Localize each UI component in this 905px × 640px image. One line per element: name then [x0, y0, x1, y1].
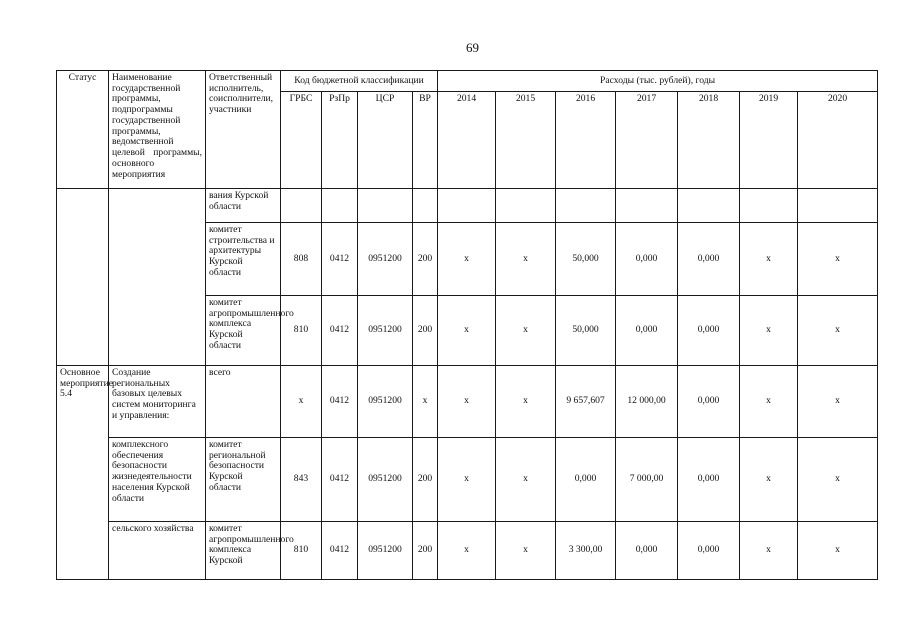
header-expenses: Расходы (тыс. рублей), годы: [438, 71, 878, 92]
value-cell: 9 657,607: [556, 366, 616, 438]
value-cell: 0,000: [616, 522, 678, 580]
value-cell: x: [496, 522, 556, 580]
value-cell: x: [438, 223, 496, 296]
value-cell: x: [798, 522, 878, 580]
value-cell: x: [438, 366, 496, 438]
value-cell: x: [798, 366, 878, 438]
value-cell: x: [740, 522, 798, 580]
value-cell: x: [740, 438, 798, 522]
header-grbs: ГРБС: [281, 92, 322, 189]
value-cell: 50,000: [556, 296, 616, 366]
rzpr-cell: 0412: [322, 223, 358, 296]
name-cell: комплексного обеспечения безопасности жизнедеятельности населения Курской области: [109, 438, 206, 522]
value-cell: x: [438, 522, 496, 580]
value-cell: [678, 189, 740, 223]
rzpr-cell: 0412: [322, 522, 358, 580]
value-cell: x: [740, 223, 798, 296]
grbs-cell: 808: [281, 223, 322, 296]
vr-cell: [413, 189, 438, 223]
value-cell: x: [798, 296, 878, 366]
header-rzpr: РзПр: [322, 92, 358, 189]
csr-cell: 0951200: [358, 522, 413, 580]
header-row-1: [57, 71, 878, 92]
value-cell: 0,000: [678, 438, 740, 522]
csr-cell: 0951200: [358, 366, 413, 438]
header-year-2017: 2017: [616, 92, 678, 189]
vr-cell: 200: [413, 296, 438, 366]
value-cell: 12 000,00: [616, 366, 678, 438]
value-cell: 0,000: [616, 296, 678, 366]
csr-cell: 0951200: [358, 223, 413, 296]
header-responsible: Ответственный исполнитель, соисполнители, участники: [206, 71, 281, 189]
header-year-2020: 2020: [798, 92, 878, 189]
vr-cell: 200: [413, 223, 438, 296]
value-cell: x: [798, 223, 878, 296]
grbs-cell: x: [281, 366, 322, 438]
value-cell: 7 000,00: [616, 438, 678, 522]
table-row: [57, 189, 878, 223]
value-cell: 0,000: [678, 223, 740, 296]
rzpr-cell: [322, 189, 358, 223]
value-cell: [496, 189, 556, 223]
rzpr-cell: 0412: [322, 438, 358, 522]
grbs-cell: [281, 189, 322, 223]
responsible-cell: комитет региональной безопасности Курской области: [206, 438, 281, 522]
table-row: [57, 522, 878, 580]
header-year-2016: 2016: [556, 92, 616, 189]
header-year-2014: 2014: [438, 92, 496, 189]
vr-cell: x: [413, 366, 438, 438]
header-budget-code: Код бюджетной классификации: [281, 71, 438, 92]
value-cell: [556, 189, 616, 223]
csr-cell: 0951200: [358, 296, 413, 366]
responsible-cell: вания Курской области: [206, 189, 281, 223]
value-cell: x: [496, 438, 556, 522]
csr-cell: [358, 189, 413, 223]
value-cell: x: [798, 438, 878, 522]
value-cell: 0,000: [678, 296, 740, 366]
name-cell: сельского хозяйства: [109, 522, 206, 580]
value-cell: 0,000: [678, 366, 740, 438]
budget-table: [56, 70, 878, 580]
value-cell: x: [496, 296, 556, 366]
responsible-cell: комитет агропромышленного комплекса Курской области: [206, 296, 281, 366]
responsible-cell: всего: [206, 366, 281, 438]
value-cell: [740, 189, 798, 223]
value-cell: x: [496, 223, 556, 296]
csr-cell: 0951200: [358, 438, 413, 522]
value-cell: [798, 189, 878, 223]
value-cell: 0,000: [616, 223, 678, 296]
header-csr: ЦСР: [358, 92, 413, 189]
status-cell: Основное мероприятие 5.4: [57, 366, 109, 580]
value-cell: x: [496, 366, 556, 438]
name-cell: Создание региональных базовых целевых систем мониторинга и управления:: [109, 366, 206, 438]
value-cell: 0,000: [556, 438, 616, 522]
name-cell: [109, 189, 206, 366]
vr-cell: 200: [413, 438, 438, 522]
header-year-2015: 2015: [496, 92, 556, 189]
value-cell: x: [740, 296, 798, 366]
grbs-cell: 810: [281, 522, 322, 580]
rzpr-cell: 0412: [322, 296, 358, 366]
header-program-name: Наименование государственной программы, подпрограммы государственной программы, ведомственной целевой программы, основного мероприятия: [109, 71, 206, 189]
grbs-cell: 810: [281, 296, 322, 366]
header-status: Статус: [57, 71, 109, 189]
value-cell: x: [438, 438, 496, 522]
value-cell: 0,000: [678, 522, 740, 580]
status-cell: [57, 189, 109, 366]
value-cell: 50,000: [556, 223, 616, 296]
value-cell: 3 300,00: [556, 522, 616, 580]
value-cell: x: [438, 296, 496, 366]
value-cell: x: [740, 366, 798, 438]
header-vr: ВР: [413, 92, 438, 189]
responsible-cell: комитет строительства и архитектуры Курской области: [206, 223, 281, 296]
header-year-2018: 2018: [678, 92, 740, 189]
rzpr-cell: 0412: [322, 366, 358, 438]
table-row: [57, 366, 878, 438]
value-cell: [616, 189, 678, 223]
table-row: [57, 438, 878, 522]
grbs-cell: 843: [281, 438, 322, 522]
header-year-2019: 2019: [740, 92, 798, 189]
page-number: 69: [466, 40, 479, 55]
responsible-cell: комитет агропромышленного комплекса Курской: [206, 522, 281, 580]
value-cell: [438, 189, 496, 223]
vr-cell: 200: [413, 522, 438, 580]
